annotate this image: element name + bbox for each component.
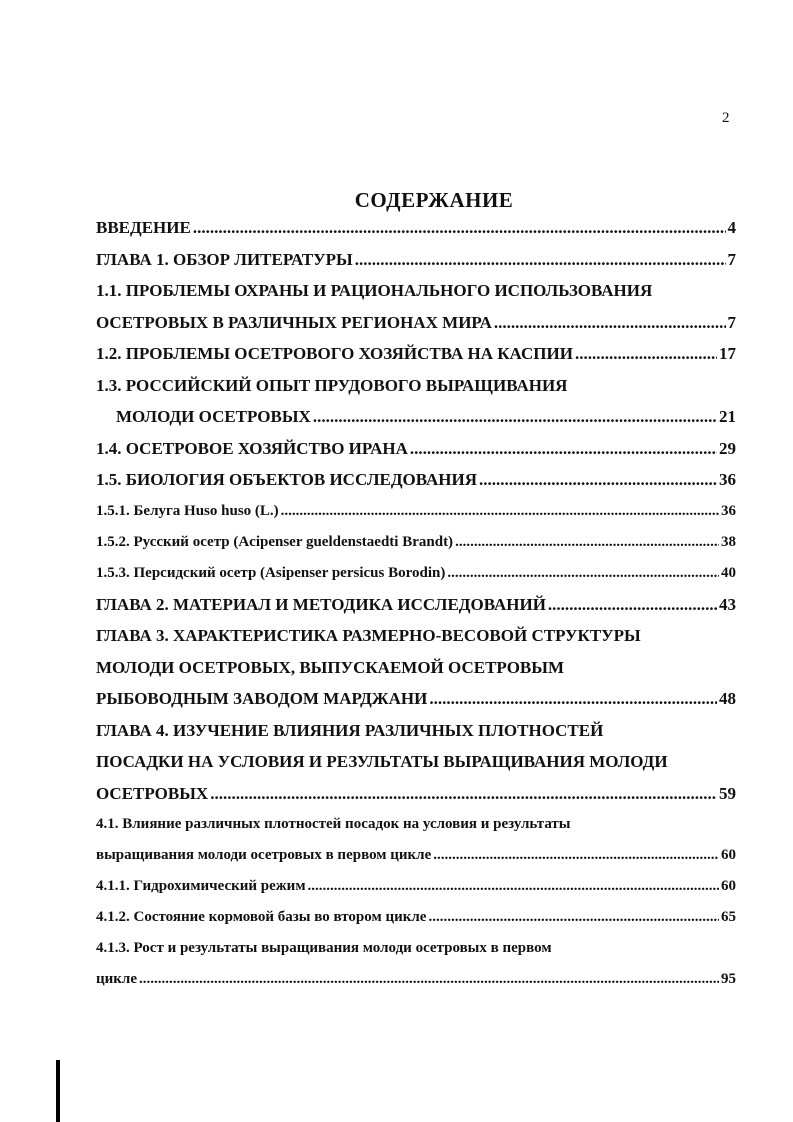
toc-entry-text: МОЛОДИ ОСЕТРОВЫХ — [116, 407, 311, 426]
toc-entry — [96, 401, 736, 433]
toc-entry-text: 1.3. РОССИЙСКИЙ ОПЫТ ПРУДОВОГО ВЫРАЩИВАНИЯ — [96, 375, 568, 395]
toc-entry — [96, 212, 736, 244]
toc-entry-text: цикле — [96, 971, 138, 987]
toc-entry-text: выращивания молоди осетровых в первом цикле — [96, 847, 432, 863]
toc-entry-page: 29 — [719, 438, 736, 458]
toc-leader-dots — [313, 401, 717, 433]
toc-entry — [96, 307, 736, 339]
toc-entry — [96, 809, 736, 840]
toc-leader-dots — [433, 840, 719, 871]
toc-entry — [96, 778, 736, 810]
toc-entry — [96, 715, 736, 747]
toc-entry — [96, 338, 736, 370]
toc-entry — [96, 496, 736, 527]
toc-entry-text: 1.2. ПРОБЛЕМЫ ОСЕТРОВОГО ХОЗЯЙСТВА НА КАСПИИ — [96, 344, 573, 363]
toc-entry — [96, 871, 736, 902]
toc-entry-page: 36 — [719, 470, 736, 489]
toc-leader-dots — [193, 212, 726, 244]
toc-leader-dots — [575, 338, 717, 370]
toc-leader-dots — [447, 558, 719, 589]
toc-entry-text: 4.1.3. Рост и результаты выращивания молоди осетровых в первом — [96, 940, 552, 956]
toc-leader-dots — [308, 871, 719, 902]
toc-entry-text: ОСЕТРОВЫХ — [96, 783, 209, 803]
toc-entry — [96, 840, 736, 871]
toc-leader-dots — [355, 244, 726, 276]
toc-entry-text: 4.1.1. Гидрохимический режим — [96, 878, 306, 894]
toc-entry — [96, 370, 736, 402]
toc-entry-page: 43 — [719, 594, 736, 614]
toc-entry-text: 1.4. ОСЕТРОВОЕ ХОЗЯЙСТВО ИРАНА — [96, 438, 408, 458]
toc-entry — [96, 244, 736, 276]
toc-entry-text: ГЛАВА 1. ОБЗОР ЛИТЕРАТУРЫ — [96, 249, 353, 269]
toc-leader-dots — [479, 464, 717, 496]
toc-entry — [96, 620, 736, 652]
toc-entry-text: ВВЕДЕНИЕ — [96, 218, 191, 237]
toc-entry-page: 60 — [721, 847, 736, 863]
toc-entry — [96, 464, 736, 496]
toc-leader-dots — [410, 433, 717, 465]
toc-entry-text: ОСЕТРОВЫХ В РАЗЛИЧНЫХ РЕГИОНАХ МИРА — [96, 312, 492, 332]
toc-leader-dots — [281, 496, 719, 527]
toc-entry-page: 17 — [719, 344, 736, 363]
toc-entry-text: ГЛАВА 2. МАТЕРИАЛ И МЕТОДИКА ИССЛЕДОВАНИЙ — [96, 594, 546, 614]
toc-entry — [96, 683, 736, 715]
toc-entry-page: 7 — [727, 249, 736, 269]
toc-entry-text: ГЛАВА 4. ИЗУЧЕНИЕ ВЛИЯНИЯ РАЗЛИЧНЫХ ПЛОТНОСТЕЙ — [96, 720, 604, 740]
toc-entry-page: 21 — [719, 407, 736, 426]
toc-entry-page: 65 — [721, 909, 736, 925]
toc-entry-text: 1.5.2. Русский осетр (Acipenser gueldenstaedti Brandt) — [96, 533, 454, 550]
toc-entry-text: ГЛАВА 3. ХАРАКТЕРИСТИКА РАЗМЕРНО-ВЕСОВОЙ СТРУКТУРЫ — [96, 626, 641, 645]
toc-entry-page: 40 — [721, 564, 736, 581]
toc-entry — [96, 433, 736, 465]
toc-entry-page: 60 — [721, 878, 736, 894]
toc-leader-dots — [548, 589, 717, 621]
toc-entry-page: 4 — [727, 218, 736, 237]
toc-entry-text: ПОСАДКИ НА УСЛОВИЯ И РЕЗУЛЬТАТЫ ВЫРАЩИВАНИЯ МОЛОДИ — [96, 752, 668, 771]
toc-entry-text: МОЛОДИ ОСЕТРОВЫХ, ВЫПУСКАЕМОЙ ОСЕТРОВЫМ — [96, 657, 564, 677]
toc-entry — [96, 746, 736, 778]
scan-edge-mark — [56, 1060, 60, 1122]
toc-leader-dots — [455, 527, 719, 558]
toc-entry-page: 59 — [719, 783, 736, 803]
toc-entry-text: РЫБОВОДНЫМ ЗАВОДОМ МАРДЖАНИ — [96, 689, 428, 708]
toc-entry-text: 1.5.1. Белуга Huso huso (L.) — [96, 502, 279, 519]
toc-entry-page: 95 — [721, 971, 736, 987]
toc-entry — [96, 527, 736, 558]
toc-entry-text: 4.1.2. Состояние кормовой базы во втором цикле — [96, 909, 427, 925]
toc-entry-text: 4.1. Влияние различных плотностей посадок на условия и результаты — [96, 816, 571, 832]
toc-leader-dots — [139, 964, 719, 995]
toc-leader-dots — [428, 902, 719, 933]
page-number: 2 — [722, 110, 730, 126]
toc-entry — [96, 589, 736, 621]
toc-leader-dots — [429, 683, 717, 715]
toc-entry — [96, 933, 736, 964]
toc-entry-page: 38 — [721, 533, 736, 550]
toc-entry-page: 36 — [721, 502, 736, 519]
toc-entry-text: 1.1. ПРОБЛЕМЫ ОХРАНЫ И РАЦИОНАЛЬНОГО ИСПОЛЬЗОВАНИЯ — [96, 281, 653, 300]
toc-entry — [96, 652, 736, 684]
toc-entry-page: 7 — [727, 312, 736, 332]
toc-leader-dots — [210, 778, 717, 810]
toc-entry-text: 1.5. БИОЛОГИЯ ОБЪЕКТОВ ИССЛЕДОВАНИЯ — [96, 470, 478, 489]
page-title: СОДЕРЖАНИЕ — [354, 188, 514, 212]
table-of-contents — [96, 212, 736, 995]
toc-entry-page: 48 — [719, 689, 736, 708]
toc-entry — [96, 964, 736, 995]
toc-leader-dots — [494, 307, 726, 339]
toc-entry-text: 1.5.3. Персидский осетр (Asipenser persicus Borodin) — [96, 564, 446, 581]
toc-entry — [96, 902, 736, 933]
toc-entry — [96, 558, 736, 589]
toc-entry — [96, 275, 736, 307]
